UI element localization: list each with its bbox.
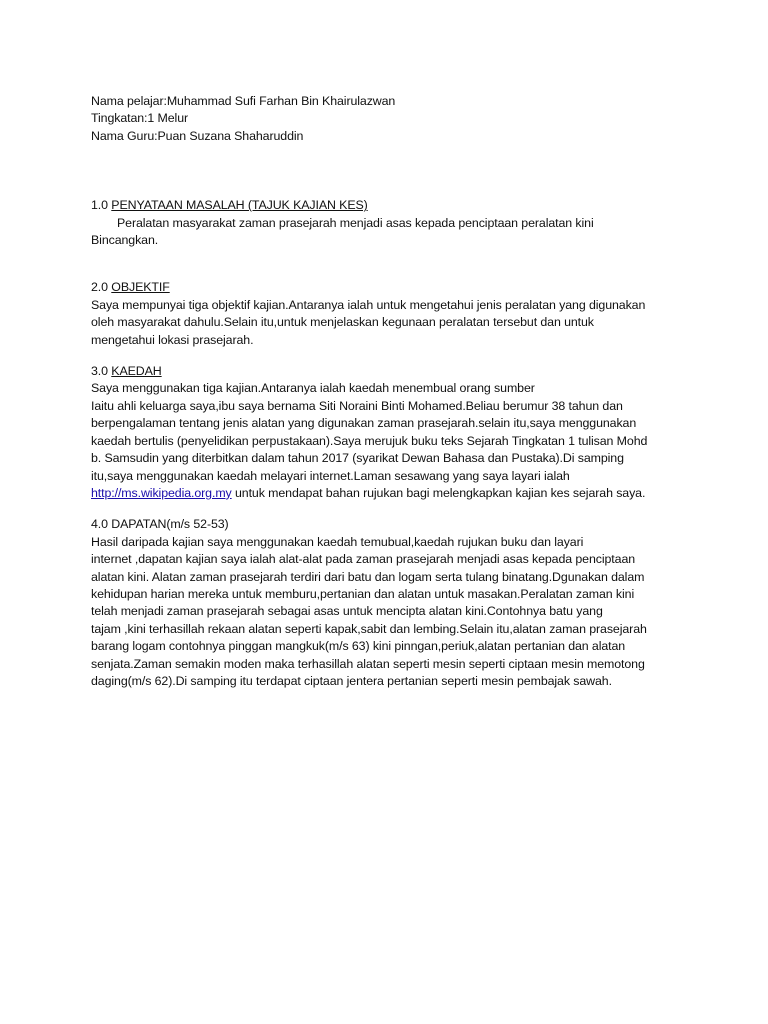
section-4-line: alatan kini. Alatan zaman prasejarah terdiri dari batu dan logam serta tulang binatang.Dgunakan dalam	[91, 569, 645, 584]
section-3-line: Iaitu ahli keluarga saya,ibu saya bernama Siti Noraini Binti Mohamed.Beliau berumur 38 tahun dan	[91, 398, 623, 413]
section-4-line: internet ,dapatan kajian saya ialah alat-alat pada zaman prasejarah menjadi asas kepada penciptaan	[91, 552, 636, 567]
student-name: Nama pelajar:Muhammad Sufi Farhan Bin Khairulazwan	[91, 94, 396, 108]
section-4-heading: 4.0 DAPATAN(m/s 52-53)	[91, 517, 229, 532]
wikipedia-link[interactable]: http://ms.wikipedia.org.my	[91, 485, 232, 500]
section-1-title: PENYATAAN MASALAH (TAJUK KAJIAN KES)	[111, 198, 368, 213]
document-page	[91, 93, 691, 690]
section-1-line: Peralatan masyarakat zaman prasejarah menjadi asas kepada penciptaan peralatan kini	[117, 215, 594, 230]
spacer	[91, 145, 691, 197]
section-4-line: tajam ,kini terhasillah rekaan alatan seperti kapak,sabit dan lembing.Selain itu,alatan zaman prasejarah	[91, 621, 647, 636]
section-3-title: KAEDAH	[111, 364, 162, 379]
section-3-number: 3.0	[91, 364, 108, 379]
section-3-line: itu,saya menggunakan kaedah melayari internet.Laman sesawang yang saya layari ialah	[91, 468, 570, 483]
section-2-line: mengetahui lokasi prasejarah.	[91, 332, 254, 347]
spacer	[91, 349, 691, 363]
section-3-link-line	[91, 485, 691, 502]
section-3-line: Saya menggunakan tiga kajian.Antaranya ialah kaedah menembual orang sumber	[91, 381, 535, 396]
section-2-line: Saya mempunyai tiga objektif kajian.Antaranya ialah untuk mengetahui jenis peralatan yang digunakan	[91, 297, 646, 312]
section-3-line: kaedah bertulis (penyelidikan perpustakaan).Saya merujuk buku teks Sejarah Tingkatan 1 tulisan Mohd	[91, 433, 648, 448]
section-2-number: 2.0	[91, 280, 108, 295]
section-1-heading	[91, 197, 691, 214]
section-3-line: berpengalaman tentang jenis alatan yang digunakan zaman prasejarah.selain itu,saya menggunakan	[91, 416, 637, 431]
section-4-line: Hasil daripada kajian saya menggunakan kaedah temubual,kaedah rujukan buku dan layari	[91, 534, 584, 549]
section-1-line: Bincangkan.	[91, 233, 159, 248]
section-3-heading	[91, 363, 691, 380]
section-4-line: senjata.Zaman semakin moden maka terhasillah alatan seperti mesin seperti ciptaan mesin memotong	[91, 656, 645, 671]
section-4-line: kehidupan harian mereka untuk memburu,pertanian dan alatan untuk masakan.Peralatan zaman kini	[91, 586, 635, 601]
section-4-line: telah menjadi zaman prasejarah sebagai asas untuk mencipta alatan kini.Contohnya batu yang	[91, 604, 603, 619]
spacer	[91, 502, 691, 516]
section-2-title: OBJEKTIF	[111, 280, 170, 295]
section-4-line: barang logam contohnya pinggan mangkuk(m/s 63) kini pinngan,periuk,alatan pertanian dan alatan	[91, 639, 626, 654]
section-2-line: oleh masyarakat dahulu.Selain itu,untuk menjelaskan kegunaan peralatan tersebut dan untuk	[91, 315, 594, 330]
student-class: Tingkatan:1 Melur	[91, 111, 189, 126]
section-4-line: daging(m/s 62).Di samping itu terdapat ciptaan jentera pertanian seperti mesin pembajak sawah.	[91, 673, 612, 688]
section-2-heading	[91, 279, 691, 296]
section-3-line: b. Samsudin yang diterbitkan dalam tahun 2017 (syarikat Dewan Bahasa dan Pustaka).Di samping	[91, 451, 624, 466]
section-3-link-suffix: untuk mendapat bahan rujukan bagi melengkapkan kajian kes sejarah saya.	[231, 485, 646, 500]
teacher-name: Nama Guru:Puan Suzana Shaharuddin	[91, 128, 304, 143]
section-1-number: 1.0	[91, 198, 108, 213]
spacer	[91, 249, 691, 279]
